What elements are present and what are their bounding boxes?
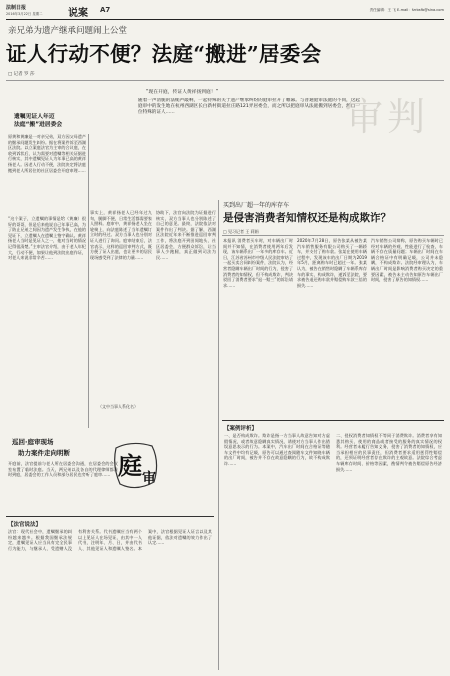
col-c-body: 协助下，法官向法院为证据进行核实，双方当事人也分别陈述了自己的意见。最终，法院依法对案件作出了判决。据了解，西湖区法院近年来不断推进巡回审判工作，将法庭开到田间地头、社区居委会，方便群众诉讼，让当事人少跑腿，真正做到司法为民…… [156, 210, 216, 260]
boxed-title-1: 巡回·庭审现场 [12, 438, 54, 446]
lead-quote: “现在开庭，传证人黄祥扬到庭！” [146, 90, 219, 95]
boxed-body: 开庭前，法官提前与老人所在居委会沟通，在居委会的会议室布置了临时法庭。当天，两兄弟以及各自的代理律师都准时到庭，居委会的工作人员和部分居民也旁听了庭审…… [8, 461, 118, 478]
lead-byline: □ 记者 罗 莎 [8, 72, 35, 77]
headline-rule [6, 80, 444, 81]
col-b-body: 事实上，黄祥扬老人已经年过九旬，腿脚不便，日常生活都需要家人照料。庭审中，黄祥扬老人坐在轮椅上，向法庭陈述了当年遗嘱订立时的经过。双方当事人也分别对证人进行了询问。庭审结束后，法官表示，这样的巡回审判方式，既方便了证人出庭，也让更多的居民现场感受到了法律的力量…… [90, 210, 152, 260]
editor-info: 责任编辑：王 飞 E-mail：fzrbsfb@sina.com [369, 8, 444, 12]
vertical-divider [218, 200, 219, 670]
boxed-title-2: 助力案件走向明断 [18, 449, 70, 457]
review-col-1: 一、是否构成欺诈。欺诈是指一方当事人故意告知对方虚假情况，或者故意隐瞒真实情况，诱使对方当事人作出错误意思表示的行为。本案中，汽车出厂时间在合格证等随车文件中均有记载，原告可以通过查阅随车文件知晓车辆的出厂时间，被告并不存在故意隐瞒的行为，故不构成欺诈…… [224, 433, 330, 466]
lead-kicker: 亲兄弟为遗产继承问题闹上公堂 [8, 26, 128, 36]
watermark-text: 审判 [345, 95, 430, 139]
lead-headline: 证人行动不便？法庭“搬进”居委会 [6, 42, 322, 66]
side-heading-line-2: 法庭“搬”进居委会 [14, 122, 63, 128]
page-header [6, 4, 444, 18]
header-rule [6, 19, 444, 20]
story2-kicker: 买到出厂超一年的库存车 [223, 202, 290, 209]
stamp-big-char: 庭 [118, 451, 142, 480]
col-a-body: “这个案子，立遗嘱的事情是给（黄廉）很好的哥哥，但是后来他说自己年事已高，为了防止兄弟之间因为遗产发生争执，在他的见证下，立遗嘱人在遗嘱上签字确认。黄祥扬老人当时是见证人之一，他对当时的情况记得很清楚。”主审法官介绍，由于老人年纪大，行动不便，如果让他到法院出庭作证，对老人来说非常辛苦…… [8, 216, 86, 261]
law-box [6, 516, 214, 671]
law-box-body: 法官：现代社会中，遗嘱继承的纠纷越来越多。根据我国继承法规定，遗嘱见证人应当具有完全民事行为能力，与继承人、受遗赠人没有利害关系。代书遗嘱应当有两个以上见证人在场见证，由其中一人代书，注明年、月、日，并由代书人、其他见证人和遗嘱人签名。本案中，法官根据见证人证言以及其他证据，依法对遗嘱的效力作出了认定…… [8, 529, 212, 551]
stamp-small-char: 审 [142, 471, 156, 487]
col-b-end: （文中当事人系化名） [98, 404, 138, 409]
review-col-2: 二、侵权消费者知情权不等同于消费欺诈。消费者享有知悉其购买、使用的商品或者接受的服务的真实情况的权利。经营者未履行告知义务，侵害了消费者的知情权，应当承担相应的民事责任，但消费者要求适用惩罚性赔偿的，还须证明经营者存在欺诈的主观故意。法院综合考虑车辆库存时间、价格等因素，酌情判令被告赔偿原告经济损失…… [336, 433, 442, 472]
section-title: 说案 [68, 8, 88, 19]
col-divider-1 [88, 134, 89, 428]
law-box-title: 【法官说法】 [8, 522, 42, 528]
review-box [222, 420, 444, 671]
review-title: 【案例评析】 [224, 426, 258, 432]
masthead-logo: 法制日报 [6, 5, 27, 11]
lead-summary: 随着一声清脆的法槌声敲响，一起特殊的关于遗产继承纠纷的庭审拉开了帷幕。与普通庭审法庭的不同，这起庭审中的发生地在杭州西湖区长白新村街道拉庄路121弄居委会，而之所以把庭审从法庭搬到居委会，源自一位特殊的证人…… [138, 98, 360, 116]
story2-headline: 是侵害消费者知情权还是构成欺诈？ [223, 212, 391, 224]
story2-byline: □ 见习记者 王 莉娟 [223, 229, 259, 234]
story2-col-3: 汽车销售公司辩称，原告购买车辆时已经对车辆的外观、性能进行了检查，车辆不存在质量问题；车辆出厂时间在车辆合格证中有明确记载，公司并未隐瞒，不构成欺诈。法院经审理认为，车辆出厂时间是影响消费者购买决定的重要因素，被告未主动告知原告车辆出厂时间，侵害了原告的知情权…… [371, 238, 443, 283]
story2-col-1: 本报讯 消费者买车时，对车辆出厂时间并不知情，在消费者使用两年后发现，该车辆系出厂一年多的库存车。近日，江苏省苏州市中级人民法院审结了一起买卖合同纠纷案件，法院认为，经营者隐瞒车辆出厂时间的行为，侵害了消费者的知情权，但不构成欺诈，判决驳回了消费者要求“退一赔三”的诉讼请求…… [223, 238, 293, 288]
side-heading-line-1: 遗嘱见证人年迈 [14, 114, 55, 120]
story2-col-2: 2020年7月28日，原告张某从被告某汽车销售服务有限公司购买了一辆轿车，并支付了购车款。张某在使用车辆过程中，发现该车的出厂日期为2019年5月，距离购车时已超过一年。张某认为，被告在销售时隐瞒了车辆系库存车的事实，构成欺诈，遂诉至法院，要求被告退还购车款并赔偿购车款三倍的损失…… [297, 238, 367, 288]
story2-rule [222, 235, 444, 236]
court-stamp-art [112, 438, 164, 494]
page-number: A7 [100, 6, 111, 14]
issue-date: 2016年3月22日 星期二 [6, 12, 43, 16]
side-heading [14, 113, 84, 129]
side-body: 原黄和黄廉是一对亲兄弟，双方因父母遗产的继承问题发生纠纷。据在将案件诉至西湖区法院。以立案庭法官为主审的合议庭，在收到诉状后，认为需要对遗嘱等相关证据进行核实，其中遗嘱见证人为年事已高的黄祥扬老人。因老人行动不便，法院决定将法庭搬到老人所居住的社区居委会开庭审理…… [8, 134, 86, 173]
